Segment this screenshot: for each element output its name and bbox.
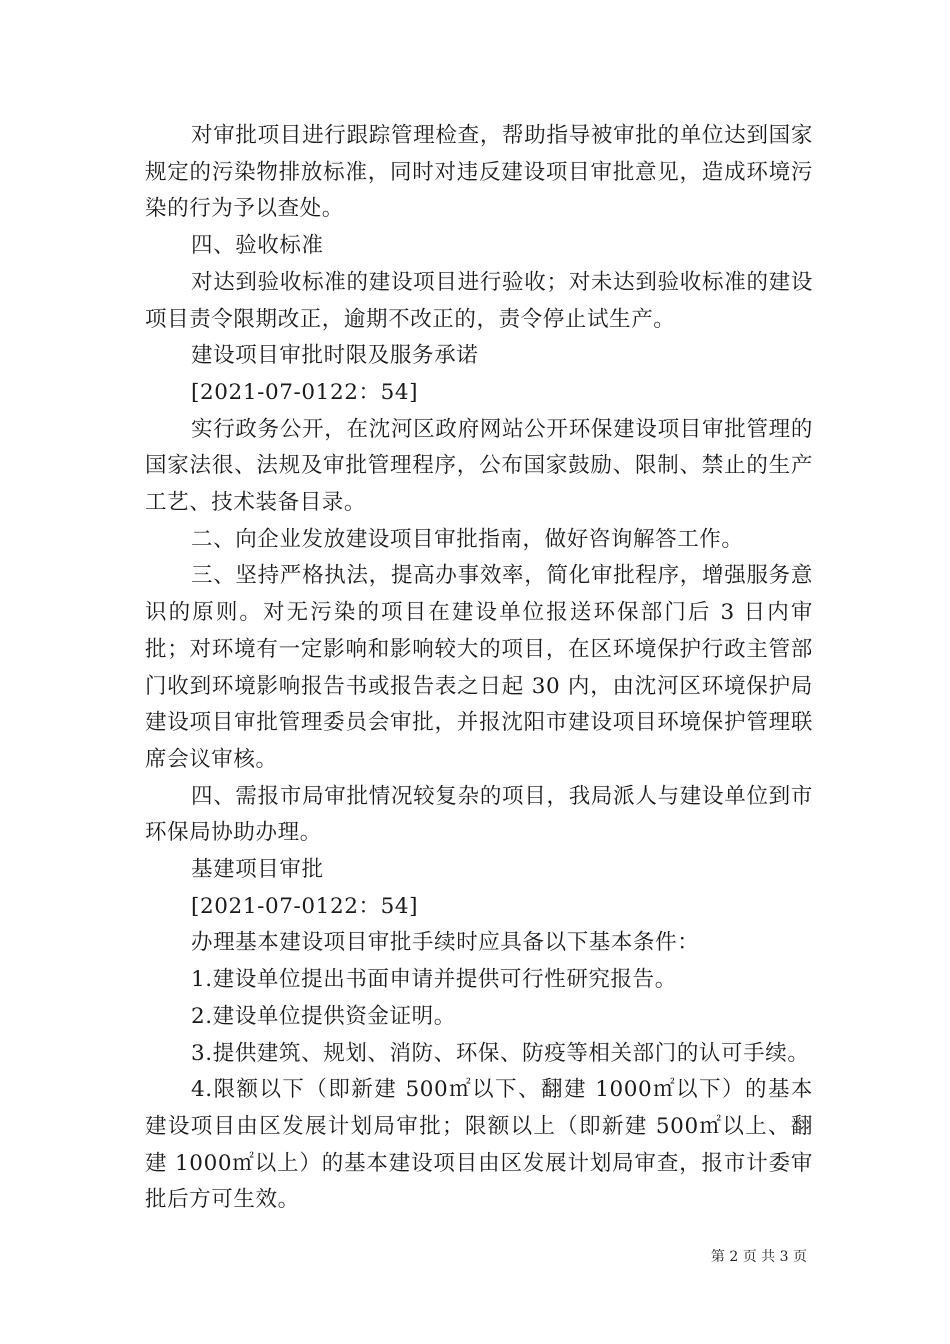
page-number: 第 2 页 共 3 页: [710, 1249, 807, 1265]
list-item-condition-4: 4.限额以下（即新建 500㎡以下、翻建 1000㎡以下）的基本建设项目由区发展计划局审批；限额以上（即新建 500㎡以上、翻建 1000㎡以上）的基本建设项目由区发展计划局审查，报市计委审批后方可生效。: [145, 1077, 813, 1213]
section-title-approval-time-limit: 建设项目审批时限及服务承诺: [191, 343, 479, 369]
paragraph-complex-projects: 四、需报市局审批情况较复杂的项目，我局派人与建设单位到市环保局协助办理。: [145, 783, 813, 846]
document-body: [145, 118, 813, 1219]
heading-acceptance-standard: 四、验收标准: [191, 233, 324, 259]
paragraph-acceptance: 对达到验收标准的建设项目进行验收；对未达到验收标准的建设项目责令限期改正，逾期不改正的，责令停止试生产。: [145, 269, 813, 332]
list-item-condition-3: 3.提供建筑、规划、消防、环保、防疫等相关部门的认可手续。: [191, 1040, 810, 1066]
paragraph-supervision: 对审批项目进行跟踪管理检查，帮助指导被审批的单位达到国家规定的污染物排放标准，同时对违反建设项目审批意见，造成环境污染的行为予以查处。: [145, 123, 813, 222]
paragraph-basic-conditions: 办理基本建设项目审批手续时应具备以下基本条件：: [191, 930, 700, 956]
timestamp: [2021-07-0122：54]: [191, 893, 419, 919]
list-item-condition-1: 1.建设单位提出书面申请并提供可行性研究报告。: [191, 967, 677, 993]
paragraph-strict-enforcement: 三、坚持严格执法，提高办事效率，简化审批程序，增强服务意识的原则。对无污染的项目在建设单位报送环保部门后 3 日内审批；对环境有一定影响和影响较大的项目，在区环境保护行政主管部门收到环境影响报告书或报告表之日起 30 内，由沈河区环境保护局建设项目审批管理委员会审批，并报沈阳市建设项目环境保护管理联席会议审核。: [145, 563, 813, 772]
list-item-condition-2: 2.建设单位提供资金证明。: [191, 1003, 456, 1029]
paragraph-government-transparency: 实行政务公开，在沈河区政府网站公开环保建设项目审批管理的国家法很、法规及审批管理程序，公布国家鼓励、限制、禁止的生产工艺、技术装备目录。: [145, 416, 813, 516]
paragraph-issue-guide: 二、向企业发放建设项目审批指南，做好咨询解答工作。: [191, 526, 744, 552]
timestamp: [2021-07-0122：54]: [191, 379, 419, 405]
section-title-infrastructure-approval: 基建项目审批: [191, 857, 324, 883]
